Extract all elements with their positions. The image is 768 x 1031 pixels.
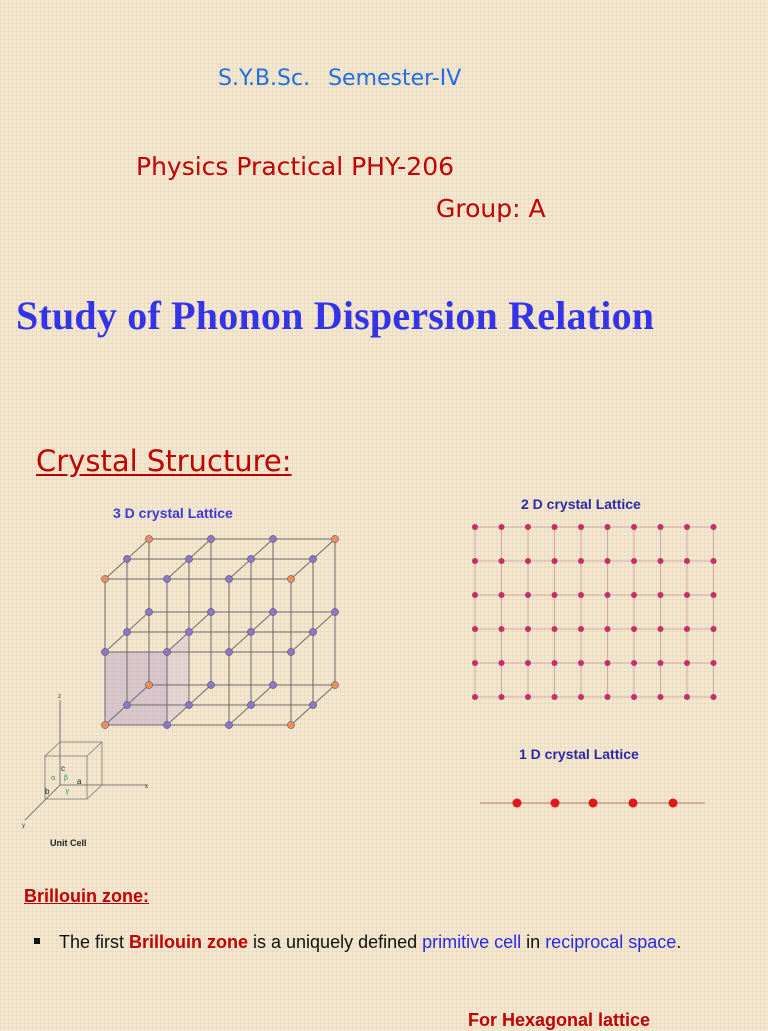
lattice-3d-atom bbox=[163, 575, 170, 582]
lattice-3d-atom bbox=[207, 608, 214, 615]
lattice-2d-atom bbox=[552, 694, 558, 700]
lattice-2d-atom bbox=[605, 524, 611, 530]
lattice-2d-atom bbox=[525, 558, 531, 564]
lattice-3d-unit-cell-side bbox=[167, 632, 189, 725]
lattice-3d-atom bbox=[207, 535, 214, 542]
bullet-text-1: The first bbox=[59, 932, 130, 952]
bullet-link-reciprocal-space[interactable]: reciprocal space bbox=[545, 932, 677, 952]
lattice-3d-atom bbox=[225, 721, 232, 728]
lattice-2d-atom bbox=[658, 660, 664, 666]
lattice-2d-atom bbox=[658, 592, 664, 598]
lattice-3d-atom bbox=[331, 608, 338, 615]
lattice-3d-atom bbox=[101, 648, 108, 655]
brillouin-bullet bbox=[34, 930, 764, 955]
course-line bbox=[218, 66, 461, 91]
angle-beta-label: β bbox=[64, 774, 69, 782]
lattice-2d-atom bbox=[684, 524, 690, 530]
brillouin-heading: Brillouin zone: bbox=[24, 886, 149, 906]
lattice-3d-atom bbox=[101, 575, 108, 582]
lattice-2d-atom bbox=[631, 626, 637, 632]
lattice-2d-atom bbox=[578, 660, 584, 666]
lattice-3d-atom bbox=[225, 648, 232, 655]
lattice-2d-atom bbox=[605, 660, 611, 666]
axis-y-label: y bbox=[22, 823, 25, 829]
edge-a-label: a bbox=[77, 777, 82, 786]
lattice-1d-label: 1 D crystal Lattice bbox=[519, 746, 639, 762]
lattice-2d-atom bbox=[472, 660, 478, 666]
hexagonal-lattice-label: For Hexagonal lattice bbox=[468, 1010, 651, 1030]
lattice-2d-atom bbox=[472, 694, 478, 700]
lattice-2d-atom bbox=[631, 558, 637, 564]
lattice-2d-atom bbox=[711, 694, 717, 700]
lattice-2d-atom bbox=[631, 660, 637, 666]
lattice-3d-atom bbox=[309, 628, 316, 635]
lattice-3d-atom bbox=[185, 555, 192, 562]
lattice-3d-atom bbox=[185, 701, 192, 708]
lattice-1d-atom bbox=[589, 799, 598, 808]
lattice-3d-atom bbox=[269, 681, 276, 688]
lattice-3d-atom bbox=[287, 575, 294, 582]
lattice-3d-atom bbox=[247, 701, 254, 708]
lattice-2d-atom bbox=[684, 558, 690, 564]
lattice-3d-atom bbox=[163, 648, 170, 655]
lattice-3d-atom bbox=[163, 721, 170, 728]
lattice-2d-atom bbox=[578, 524, 584, 530]
lattice-2d-atom bbox=[684, 660, 690, 666]
edge-b-label: b bbox=[45, 787, 50, 796]
practical-title: Physics Practical PHY-206 bbox=[136, 152, 455, 181]
lattice-2d-atom bbox=[605, 626, 611, 632]
unit-cell-label: Unit Cell bbox=[50, 838, 87, 848]
lattice-2d-atom bbox=[552, 660, 558, 666]
bullet-text-2: is a uniquely defined bbox=[248, 932, 423, 952]
lattice-3d-atom bbox=[145, 535, 152, 542]
lattice-1d-figure bbox=[475, 792, 710, 814]
lattice-3d-label: 3 D crystal Lattice bbox=[113, 505, 233, 521]
lattice-2d-atom bbox=[499, 626, 505, 632]
lattice-2d-atom bbox=[711, 660, 717, 666]
lattice-2d-atom bbox=[499, 558, 505, 564]
lattice-3d-atom bbox=[309, 701, 316, 708]
lattice-2d-atom bbox=[525, 626, 531, 632]
lattice-2d-atom bbox=[658, 626, 664, 632]
lattice-2d-label: 2 D crystal Lattice bbox=[521, 496, 641, 512]
lattice-2d-atom bbox=[684, 592, 690, 598]
lattice-3d-atom bbox=[247, 628, 254, 635]
lattice-3d-atom bbox=[247, 555, 254, 562]
lattice-2d-atom bbox=[631, 524, 637, 530]
unit-cell-figure bbox=[15, 690, 155, 830]
lattice-2d-atom bbox=[711, 592, 717, 598]
lattice-2d-atom bbox=[472, 558, 478, 564]
bullet-term-brillouin: Brillouin zone bbox=[129, 932, 249, 952]
axis-x-label: x bbox=[145, 784, 148, 790]
lattice-2d-atom bbox=[472, 626, 478, 632]
lattice-3d-atom bbox=[331, 681, 338, 688]
lattice-2d-atom bbox=[578, 626, 584, 632]
lattice-2d-atom bbox=[605, 694, 611, 700]
lattice-3d-atom bbox=[145, 608, 152, 615]
group-label: Group: A bbox=[436, 194, 546, 223]
bullet-text-3: in bbox=[521, 932, 546, 952]
lattice-2d-atom bbox=[684, 626, 690, 632]
lattice-3d-atom bbox=[185, 628, 192, 635]
lattice-2d-atom bbox=[472, 592, 478, 598]
edge-c-label: c bbox=[61, 764, 65, 773]
lattice-2d-atom bbox=[525, 592, 531, 598]
lattice-2d-atom bbox=[499, 524, 505, 530]
lattice-2d-atom bbox=[499, 694, 505, 700]
lattice-2d-atom bbox=[711, 558, 717, 564]
slide-title: Study of Phonon Dispersion Relation bbox=[16, 293, 655, 338]
lattice-2d-atom bbox=[658, 524, 664, 530]
lattice-2d-atom bbox=[605, 592, 611, 598]
lattice-3d-atom bbox=[269, 608, 276, 615]
lattice-2d-atom bbox=[578, 592, 584, 598]
lattice-1d-atom bbox=[669, 799, 678, 808]
bullet-text-4: . bbox=[676, 932, 682, 952]
course-semester: Semester-IV bbox=[328, 66, 462, 91]
lattice-3d-atom bbox=[287, 721, 294, 728]
lattice-2d-atom bbox=[472, 524, 478, 530]
course-year: S.Y.B.Sc. bbox=[218, 66, 311, 91]
lattice-2d-atom bbox=[552, 558, 558, 564]
lattice-2d-atom bbox=[525, 694, 531, 700]
lattice-3d-atom bbox=[269, 535, 276, 542]
lattice-3d-atom bbox=[145, 681, 152, 688]
bullet-square-icon bbox=[34, 938, 40, 944]
lattice-2d-atom bbox=[552, 524, 558, 530]
lattice-1d-atom bbox=[629, 799, 638, 808]
bullet-link-primitive-cell[interactable]: primitive cell bbox=[422, 932, 522, 952]
lattice-1d-atom bbox=[551, 799, 560, 808]
lattice-3d-atom bbox=[225, 575, 232, 582]
lattice-3d-atom bbox=[123, 628, 130, 635]
lattice-2d-atom bbox=[499, 660, 505, 666]
lattice-2d-atom bbox=[631, 592, 637, 598]
lattice-2d-atom bbox=[684, 694, 690, 700]
lattice-1d-atom bbox=[513, 799, 522, 808]
lattice-2d-atom bbox=[658, 694, 664, 700]
axis-z-label: z bbox=[58, 694, 61, 700]
section-heading: Crystal Structure: bbox=[36, 444, 292, 478]
lattice-2d-atom bbox=[631, 694, 637, 700]
lattice-2d-atom bbox=[578, 694, 584, 700]
lattice-2d-atom bbox=[525, 660, 531, 666]
angle-gamma-label: γ bbox=[65, 787, 70, 795]
lattice-3d-atom bbox=[207, 681, 214, 688]
lattice-3d-atom bbox=[331, 535, 338, 542]
angle-alpha-label: α bbox=[51, 774, 56, 782]
lattice-2d-atom bbox=[658, 558, 664, 564]
lattice-3d-atom bbox=[123, 555, 130, 562]
lattice-2d-figure bbox=[465, 520, 725, 705]
lattice-2d-atom bbox=[552, 626, 558, 632]
lattice-2d-atom bbox=[711, 626, 717, 632]
lattice-2d-atom bbox=[525, 524, 531, 530]
lattice-2d-atom bbox=[711, 524, 717, 530]
lattice-3d-atom bbox=[309, 555, 316, 562]
lattice-2d-atom bbox=[499, 592, 505, 598]
lattice-2d-atom bbox=[578, 558, 584, 564]
lattice-2d-atom bbox=[605, 558, 611, 564]
lattice-2d-atom bbox=[552, 592, 558, 598]
lattice-3d-atom bbox=[287, 648, 294, 655]
